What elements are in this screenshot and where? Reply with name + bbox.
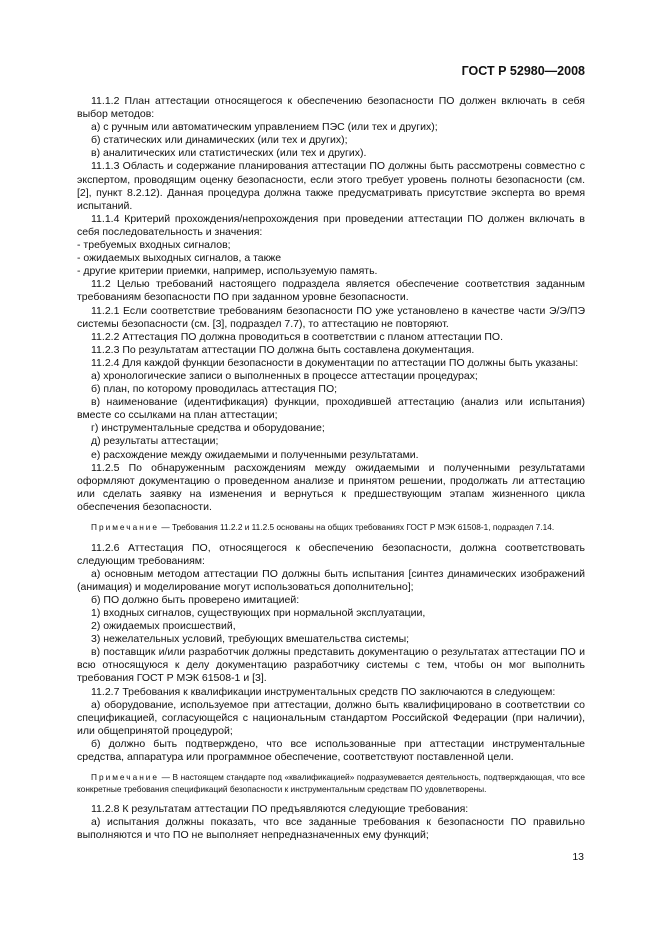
- list-item: б) статических или динамических (или тех и других);: [91, 134, 348, 147]
- note-text: — Требования 11.2.2 и 11.2.5 основаны на общих требованиях ГОСТ Р МЭК 61508-1, подраздел 7.14.: [159, 522, 555, 532]
- clause-paragraph: 11.2.2 Аттестация ПО должна проводиться в соответствии с планом аттестации ПО.: [91, 330, 504, 343]
- list-item: б) ПО должно быть проверено имитацией:: [91, 593, 300, 606]
- clause-paragraph: 11.1.3 Область и содержание планирования аттестации ПО должны быть рассмотрены совместно с экспертом, проводящим оценку безопасности, если этого требует уровень полноты безопасности (см. [2], пункт 8.2.12). Данная процедура должна также предусматривать присутствие эксперта во время испытаний.: [77, 160, 585, 212]
- note-paragraph: [77, 522, 585, 534]
- document-body: [77, 95, 585, 842]
- list-item: 3) нежелательных условий, требующих вмешательства системы;: [91, 633, 410, 646]
- list-item: в) наименование (идентификация) функции, проходившей аттестацию (анализ или испытания) вместе со ссылками на план аттестации;: [77, 396, 585, 422]
- list-item: г) инструментальные средства и оборудование;: [91, 422, 325, 435]
- clause-paragraph: 11.2 Целью требований настоящего подраздела является обеспечение соответствия заданным требованиям безопасности ПО при заданном уровне безопасности.: [77, 278, 585, 304]
- clause-paragraph: 11.2.5 По обнаруженным расхождениям между ожидаемыми и полученными результатами оформляют документацию о проведенном анализе и принятом решении, продолжать ли аттестацию или сделать заявку на изменения и вернуться к предшествующим этапам жизненного цикла обеспечения безопасности.: [77, 461, 585, 513]
- list-item: в) поставщик и/или разработчик должны представить документацию о результатах аттестации ПО и всю относящуюся к делу документацию разработчику системы с тем, чтобы он мог выполнить требования ГОСТ Р МЭК 61508-1 и [3].: [77, 646, 585, 685]
- list-item: б) план, по которому проводилась аттестация ПО;: [91, 383, 338, 396]
- note-paragraph: [77, 772, 585, 795]
- list-item: б) должно быть подтверждено, что все использованные при аттестации инструментальные средства, аппаратура или программное обеспечение, соответствуют поставленной цели.: [77, 737, 585, 763]
- list-item: а) оборудование, используемое при аттестации, должно быть квалифицировано в соответствии со спецификацией, согласующейся с национальным стандартом Российской Федерации (при наличии), или общепринятой процедурой;: [77, 698, 585, 737]
- dash-item: - другие критерии приемки, например, используемую память.: [77, 265, 378, 278]
- list-item: а) основным методом аттестации ПО должны быть испытания [синтез динамических изображений (анимация) и моделирование могут использоваться дополнительно];: [77, 567, 585, 593]
- note-text: — В настоящем стандарте под «квалификацией» подразумевается деятельность, подтверждающая, что все конкретные требования спецификаций безопасности к инструментальным средствам ПО удовлетворены.: [77, 772, 585, 794]
- list-item: а) испытания должны показать, что все заданные требования к безопасности ПО правильно выполняются и что ПО не выполняет непредназначенных ему функций;: [77, 816, 585, 842]
- clause-paragraph: 11.1.2 План аттестации относящегося к обеспечению безопасности ПО должен включать в себя выбор методов:: [77, 95, 585, 121]
- list-item: е) расхождение между ожидаемыми и полученными результатами.: [91, 448, 419, 461]
- clause-paragraph: 11.2.4 Для каждой функции безопасности в документации по аттестации ПО должны быть указаны:: [91, 356, 579, 369]
- list-item: 1) входных сигналов, существующих при нормальной эксплуатации,: [91, 606, 426, 619]
- document-header: ГОСТ Р 52980—2008: [461, 64, 585, 78]
- page-number: 13: [572, 851, 584, 863]
- list-item: 2) ожидаемых происшествий,: [91, 620, 236, 633]
- note-label: Примечание: [91, 772, 160, 783]
- clause-paragraph: 11.1.4 Критерий прохождения/непрохождения при проведении аттестации ПО должен включать в себя последовательность и значения:: [77, 212, 585, 238]
- clause-paragraph: 11.2.3 По результатам аттестации ПО должна быть составлена документация.: [91, 343, 475, 356]
- list-item: д) результаты аттестации;: [91, 435, 219, 448]
- list-item: а) хронологические записи о выполненных в процессе аттестации процедурах;: [91, 369, 478, 382]
- clause-paragraph: 11.2.7 Требования к квалификации инструментальных средств ПО заключаются в следующем:: [91, 685, 556, 698]
- clause-paragraph: 11.2.1 Если соответствие требованиям безопасности ПО уже установлено в качестве части Э/Э/ПЭ системы безопасности (см. [3], подраздел 7.7), то аттестацию не повторяют.: [77, 304, 585, 330]
- list-item: в) аналитических или статистических (или тех и других).: [91, 147, 367, 160]
- dash-item: - требуемых входных сигналов;: [77, 239, 231, 252]
- clause-paragraph: 11.2.6 Аттестация ПО, относящегося к обеспечению безопасности, должна соответствовать следующим требованиям:: [77, 541, 585, 567]
- note-label: Примечание: [91, 522, 160, 532]
- clause-paragraph: 11.2.8 К результатам аттестации ПО предъявляются следующие требования:: [91, 803, 469, 816]
- list-item: а) с ручным или автоматическим управлением ПЭС (или тех и других);: [91, 121, 438, 134]
- dash-item: - ожидаемых выходных сигналов, а также: [77, 252, 282, 265]
